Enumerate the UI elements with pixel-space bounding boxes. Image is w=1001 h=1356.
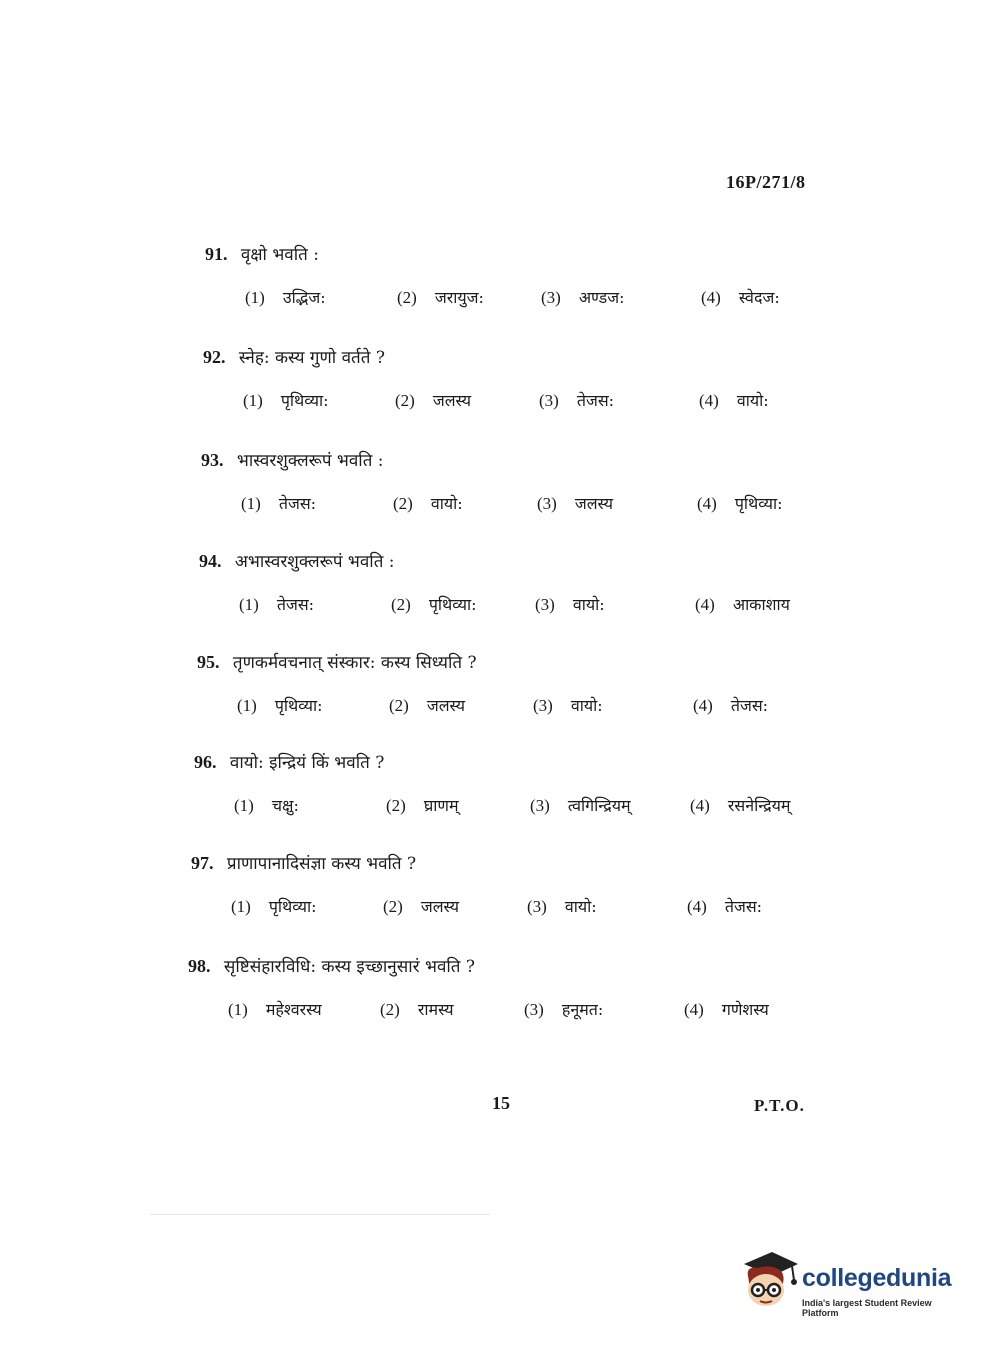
question-number: 94. bbox=[199, 551, 222, 571]
option-1: (1) पृथिव्या: bbox=[243, 391, 329, 410]
option-2: (2) जलस्य bbox=[395, 391, 472, 410]
option-3: (3) हनूमत: bbox=[524, 1000, 604, 1019]
option-1: (1) तेजस: bbox=[239, 595, 315, 614]
option-3: (3) वायो: bbox=[527, 897, 597, 916]
option-3: (3) त्वगिन्द्रियम् bbox=[530, 796, 631, 815]
question-text: स्नेह: कस्य गुणो वर्तते ? bbox=[238, 348, 385, 368]
question-number: 91. bbox=[205, 244, 228, 264]
option-1: (1) महेश्वरस्य bbox=[228, 1000, 322, 1019]
option-4: (4) रसनेन्द्रियम् bbox=[690, 796, 791, 815]
question-text: वृक्षो भवति : bbox=[240, 245, 319, 265]
option-2: (2) जरायुज: bbox=[397, 288, 484, 307]
question-93 bbox=[201, 448, 841, 532]
question-97 bbox=[191, 851, 831, 935]
question-number: 92. bbox=[203, 347, 226, 367]
question-text: वायो: इन्द्रियं किं भवति ? bbox=[229, 753, 385, 773]
option-3: (3) जलस्य bbox=[537, 494, 614, 513]
scan-artifact bbox=[150, 1214, 490, 1215]
question-number: 96. bbox=[194, 752, 217, 772]
question-number: 93. bbox=[201, 450, 224, 470]
question-text: प्राणापानादिसंज्ञा कस्य भवति ? bbox=[226, 854, 417, 874]
brand-name: collegedunia bbox=[802, 1264, 952, 1292]
option-2: (2) जलस्य bbox=[389, 696, 466, 715]
option-2: (2) घ्राणम् bbox=[386, 796, 459, 815]
option-4: (4) आकाशाय bbox=[695, 595, 790, 614]
option-2: (2) जलस्य bbox=[383, 897, 460, 916]
question-96 bbox=[194, 750, 834, 834]
option-2: (2) पृथिव्या: bbox=[391, 595, 477, 614]
question-text: अभास्वरशुक्लरूपं भवति : bbox=[234, 552, 395, 572]
pto-label: P.T.O. bbox=[754, 1096, 805, 1115]
question-text: तृणकर्मवचनात् संस्कार: कस्य सिध्यति ? bbox=[232, 653, 477, 673]
question-text: सृष्टिसंहारविधि: कस्य इच्छानुसारं भवति ? bbox=[223, 957, 476, 977]
option-4: (4) तेजस: bbox=[693, 696, 769, 715]
option-2: (2) वायो: bbox=[393, 494, 463, 513]
question-number: 95. bbox=[197, 652, 220, 672]
option-3: (3) वायो: bbox=[535, 595, 605, 614]
option-3: (3) अण्डज: bbox=[541, 288, 625, 307]
mascot-graduate-icon bbox=[740, 1246, 800, 1312]
collegedunia-watermark bbox=[740, 1246, 970, 1318]
question-91 bbox=[205, 242, 845, 326]
option-2: (2) रामस्य bbox=[380, 1000, 454, 1019]
question-number: 98. bbox=[188, 956, 211, 976]
question-95 bbox=[197, 650, 837, 734]
paper-code: 16P/271/8 bbox=[726, 172, 806, 192]
option-3: (3) वायो: bbox=[533, 696, 603, 715]
question-number: 97. bbox=[191, 853, 214, 873]
option-4: (4) स्वेदज: bbox=[701, 288, 780, 307]
option-4: (4) तेजस: bbox=[687, 897, 763, 916]
option-4: (4) पृथिव्या: bbox=[697, 494, 783, 513]
question-text: भास्वरशुक्लरूपं भवति : bbox=[236, 451, 384, 471]
option-1: (1) पृथिव्या: bbox=[231, 897, 317, 916]
option-4: (4) वायो: bbox=[699, 391, 769, 410]
question-94 bbox=[199, 549, 839, 633]
question-92 bbox=[203, 345, 843, 429]
page-number: 15 bbox=[492, 1093, 510, 1113]
option-3: (3) तेजस: bbox=[539, 391, 615, 410]
option-4: (4) गणेशस्य bbox=[684, 1000, 769, 1019]
brand-tagline: India's largest Student Review Platform bbox=[802, 1298, 932, 1318]
option-1: (1) तेजस: bbox=[241, 494, 317, 513]
option-1: (1) पृथिव्या: bbox=[237, 696, 323, 715]
option-1: (1) उद्भिज: bbox=[245, 288, 326, 307]
option-1: (1) चक्षु: bbox=[234, 796, 299, 815]
question-98 bbox=[188, 954, 828, 1038]
